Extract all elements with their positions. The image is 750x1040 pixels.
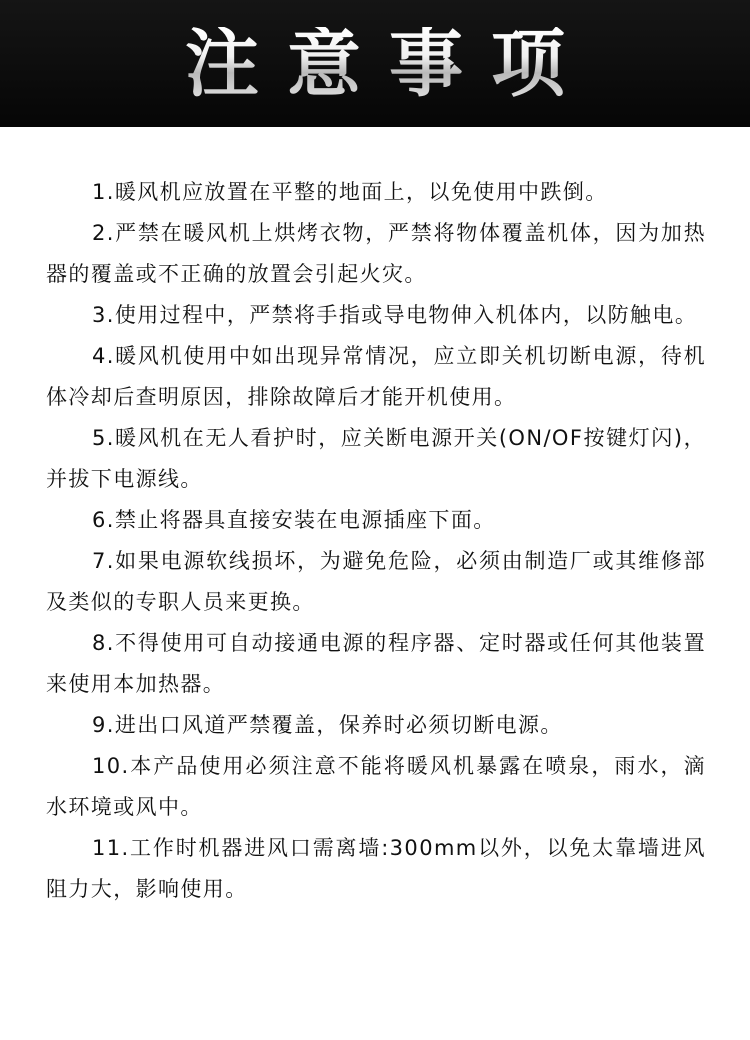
note-item: 9.进出口风道严禁覆盖，保养时必须切断电源。: [92, 713, 563, 737]
note-item: 11.工作时机器进风口需离墙:300mm以外，以免太靠墙进风阻力大，影响使用。: [46, 836, 706, 901]
note-item: 4.暖风机使用中如出现异常情况，应立即关机切断电源，待机体冷却后查明原因，排除故障后才能开机使用。: [46, 344, 706, 409]
note-item: 8.不得使用可自动接通电源的程序器、定时器或任何其他装置来使用本加热器。: [46, 631, 706, 696]
note-item: 1.暖风机应放置在平整的地面上，以免使用中跌倒。: [92, 180, 608, 204]
note-item: 7.如果电源软线损坏，为避免危险，必须由制造厂或其维修部及类似的专职人员来更换。: [46, 549, 706, 614]
title-banner: [0, 0, 750, 127]
note-item: 5.暖风机在无人看护时，应关断电源开关(ON/OF按键灯闪)， 并拔下电源线。: [46, 426, 706, 491]
note-item: 3.使用过程中，严禁将手指或导电物伸入机体内，以防触电。: [92, 303, 698, 327]
note-item: 6.禁止将器具直接安装在电源插座下面。: [92, 508, 496, 532]
notes-list: [46, 172, 706, 910]
page-title: 注意事项: [185, 20, 593, 107]
note-item: 10.本产品使用必须注意不能将暖风机暴露在喷泉，雨水，滴水环境或风中。: [46, 754, 706, 819]
note-item: 2.严禁在暖风机上烘烤衣物，严禁将物体覆盖机体，因为加热器的覆盖或不正确的放置会引起火灾。: [46, 221, 706, 286]
